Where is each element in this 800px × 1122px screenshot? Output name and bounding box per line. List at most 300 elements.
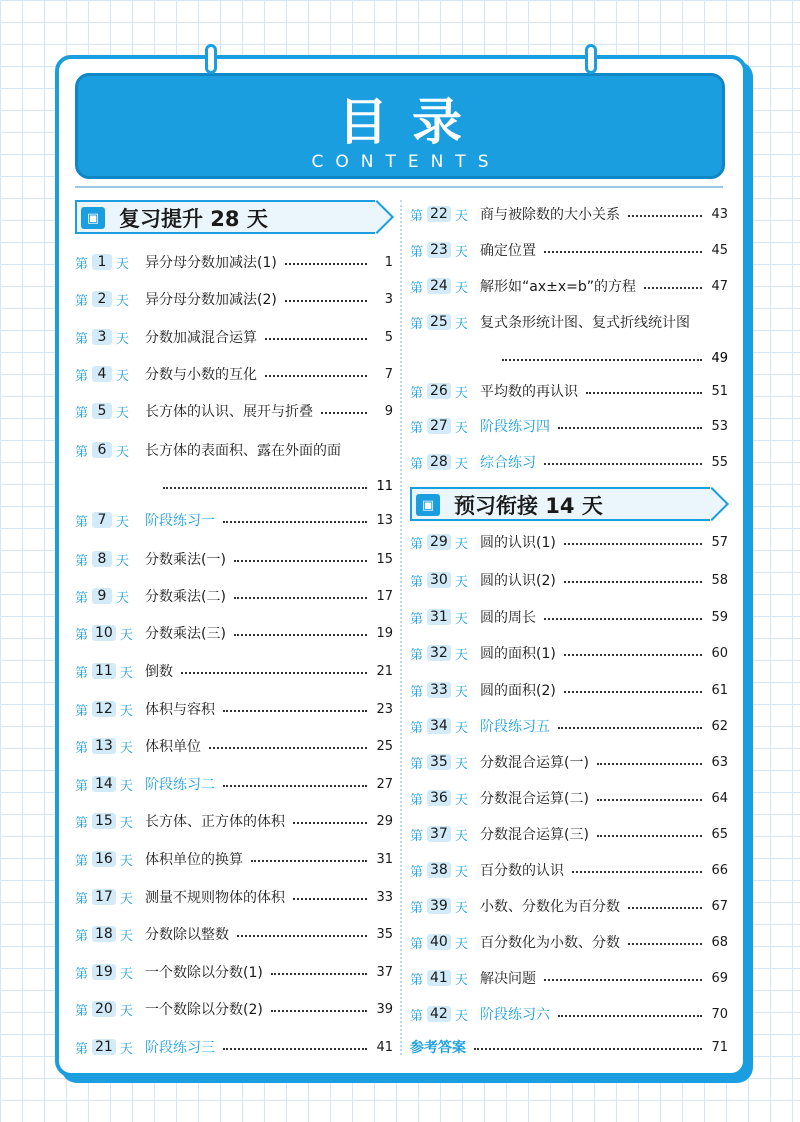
entry-title: 平均数的再认识 (480, 384, 578, 400)
day-label (75, 253, 145, 272)
day-number: 10 (92, 625, 116, 641)
page-title: 目录 (338, 93, 486, 151)
day-prefix: 第 (75, 1003, 89, 1019)
toc-entry[interactable] (410, 202, 728, 226)
day-suffix: 天 (116, 368, 130, 384)
day-prefix: 第 (75, 514, 89, 530)
page-number: 3 (384, 291, 393, 307)
binder-ring (205, 44, 217, 74)
leader-dots (558, 427, 702, 429)
book-icon: ▣ (416, 494, 440, 516)
entry-title: 异分母分数加减法(2) (145, 292, 277, 308)
day-number: 4 (92, 366, 112, 382)
section-banner-review (75, 200, 393, 236)
day-number: 14 (92, 776, 116, 792)
toc-entry[interactable] (75, 250, 393, 274)
toc-entry[interactable] (75, 287, 393, 311)
day-prefix: 第 (75, 590, 89, 606)
leader-dots (285, 263, 367, 265)
leader-dots (564, 543, 702, 545)
toc-entry[interactable] (75, 547, 393, 571)
left-column (75, 200, 393, 1057)
toc-entry[interactable] (410, 238, 728, 262)
toc-entry[interactable] (75, 438, 393, 462)
leader-dots (572, 871, 702, 873)
toc-entry[interactable] (75, 922, 393, 946)
column-divider (400, 200, 402, 1055)
day-label (75, 850, 145, 869)
page-number: 61 (711, 682, 728, 698)
day-prefix: 第 (410, 574, 424, 590)
day-number: 27 (427, 418, 451, 434)
day-label (75, 624, 145, 643)
page-number: 7 (384, 366, 393, 382)
entry-title: 测量不规则物体的体积 (145, 890, 285, 906)
day-prefix: 第 (410, 756, 424, 772)
day-prefix: 第 (410, 536, 424, 552)
leader-dots (321, 412, 367, 414)
toc-entry[interactable] (410, 414, 728, 438)
day-number: 8 (92, 551, 112, 567)
day-prefix: 第 (410, 244, 424, 260)
page-number: 68 (711, 934, 728, 950)
day-prefix: 第 (75, 665, 89, 681)
toc-entry[interactable] (75, 734, 393, 758)
toc-entry[interactable] (75, 621, 393, 645)
day-label (410, 825, 480, 844)
toc-entry[interactable] (75, 399, 393, 423)
day-number: 16 (92, 851, 116, 867)
page-number: 58 (711, 572, 728, 588)
binder-ring (585, 44, 597, 74)
toc-entry[interactable] (410, 641, 728, 665)
day-label (410, 382, 480, 401)
toc-entry[interactable] (75, 362, 393, 386)
page-number: 21 (376, 663, 393, 679)
day-suffix: 天 (119, 966, 133, 982)
page-number: 37 (376, 964, 393, 980)
page-number: 57 (711, 534, 728, 550)
day-suffix: 天 (454, 456, 468, 472)
toc-entry[interactable] (410, 450, 728, 474)
entry-title: 体积与容积 (145, 702, 215, 718)
entry-title: 长方体的表面积、露在外面的面 (145, 443, 341, 459)
entry-title: 阶段练习五 (480, 719, 550, 735)
toc-entry[interactable] (410, 379, 728, 403)
page-number: 23 (376, 701, 393, 717)
day-label (75, 812, 145, 831)
entry-title: 分数乘法(一) (145, 552, 226, 568)
day-suffix: 天 (454, 647, 468, 663)
toc-entry[interactable] (75, 809, 393, 833)
toc-entry[interactable] (410, 1002, 728, 1026)
day-prefix: 第 (75, 368, 89, 384)
page-number: 25 (376, 738, 393, 754)
leader-dots (628, 943, 702, 945)
day-label (75, 587, 145, 606)
leader-dots (544, 251, 702, 253)
toc-entry[interactable] (75, 508, 393, 532)
day-label (410, 644, 480, 663)
day-prefix: 第 (75, 815, 89, 831)
day-number: 1 (92, 254, 112, 270)
leader-dots (251, 860, 367, 862)
day-suffix: 天 (454, 385, 468, 401)
day-prefix: 第 (75, 256, 89, 272)
day-number: 28 (427, 454, 451, 470)
day-prefix: 第 (75, 331, 89, 347)
toc-entry[interactable] (75, 847, 393, 871)
day-suffix: 天 (119, 1003, 133, 1019)
day-prefix: 第 (410, 936, 424, 952)
day-label (75, 550, 145, 569)
toc-entry[interactable] (75, 697, 393, 721)
leader-dots (293, 898, 367, 900)
day-suffix: 天 (119, 928, 133, 944)
day-prefix: 第 (410, 972, 424, 988)
day-number: 12 (92, 701, 116, 717)
leader-dots (558, 727, 702, 729)
toc-entry[interactable] (410, 858, 728, 882)
day-number: 36 (427, 790, 451, 806)
day-suffix: 天 (454, 720, 468, 736)
day-prefix: 第 (410, 280, 424, 296)
day-suffix: 天 (119, 778, 133, 794)
day-number: 42 (427, 1006, 451, 1022)
leader-dots (293, 822, 367, 824)
day-number: 13 (92, 738, 116, 754)
toc-entry[interactable] (75, 325, 393, 349)
day-number: 9 (92, 588, 112, 604)
day-number: 7 (92, 512, 112, 528)
day-label (75, 737, 145, 756)
day-label (410, 453, 480, 472)
entry-title: 阶段练习三 (145, 1040, 215, 1056)
day-label (75, 365, 145, 384)
entry-title: 分数除以整数 (145, 927, 229, 943)
day-number: 20 (92, 1001, 116, 1017)
day-suffix: 天 (119, 853, 133, 869)
leader-dots (564, 581, 702, 583)
entry-title: 小数、分数化为百分数 (480, 899, 620, 915)
page-number: 69 (711, 970, 728, 986)
toc-entry[interactable] (75, 997, 393, 1021)
day-prefix: 第 (410, 420, 424, 436)
day-number: 26 (427, 383, 451, 399)
entry-title: 长方体、正方体的体积 (145, 814, 285, 830)
entry-title: 阶段练习一 (145, 513, 215, 529)
entry-title: 分数乘法(二) (145, 589, 226, 605)
section-title: 复习提升 28 天 (119, 207, 268, 231)
day-suffix: 天 (454, 972, 468, 988)
day-suffix: 天 (116, 331, 130, 347)
toc-entry[interactable] (410, 966, 728, 990)
day-number: 24 (427, 278, 451, 294)
day-number: 23 (427, 242, 451, 258)
page-number: 5 (384, 329, 393, 345)
toc-entry[interactable] (410, 274, 728, 298)
day-label (75, 775, 145, 794)
entry-title: 体积单位 (145, 739, 201, 755)
toc-entry[interactable] (75, 659, 393, 683)
toc-entry[interactable] (410, 568, 728, 592)
day-label (75, 1038, 145, 1057)
page-number: 45 (711, 242, 728, 258)
leader-dots (234, 634, 367, 636)
entry-title: 分数加减混合运算 (145, 330, 257, 346)
page-number: 31 (376, 851, 393, 867)
entry-title: 解形如“ax±x=b”的方程 (480, 279, 637, 295)
day-label (75, 290, 145, 309)
page-number: 41 (376, 1039, 393, 1055)
toc-entry[interactable] (410, 714, 728, 738)
day-number: 29 (427, 534, 451, 550)
leader-dots (544, 979, 702, 981)
page-number: 9 (384, 403, 393, 419)
entry-title: 长方体的认识、展开与折叠 (145, 404, 313, 420)
page-number: 17 (376, 588, 393, 604)
toc-entry[interactable] (410, 822, 728, 846)
page-number: 1 (384, 254, 393, 270)
leader-dots (628, 215, 702, 217)
day-suffix: 天 (454, 828, 468, 844)
leader-dots (597, 835, 702, 837)
day-label (75, 925, 145, 944)
page-number: 27 (376, 776, 393, 792)
toc-entry[interactable] (410, 786, 728, 810)
entry-title: 阶段练习二 (145, 777, 215, 793)
day-number: 25 (427, 314, 451, 330)
toc-entry[interactable] (410, 750, 728, 774)
leader-dots (628, 907, 702, 909)
day-number: 2 (92, 291, 112, 307)
day-label (75, 888, 145, 907)
page-number: 51 (711, 383, 728, 399)
day-suffix: 天 (116, 553, 130, 569)
section-banner-preview (410, 487, 728, 523)
entry-title: 复式条形统计图、复式折线统计图 (480, 315, 690, 331)
toc-entry[interactable] (410, 530, 728, 554)
entry-title: 分数与小数的互化 (145, 367, 257, 383)
leader-dots (234, 560, 367, 562)
leader-dots (163, 487, 367, 489)
page-number: 65 (711, 826, 728, 842)
day-suffix: 天 (119, 891, 133, 907)
leader-dots (271, 1010, 367, 1012)
day-label (410, 241, 480, 260)
day-label (410, 789, 480, 808)
day-suffix: 天 (454, 574, 468, 590)
toc-entry[interactable] (410, 605, 728, 629)
day-suffix: 天 (454, 1008, 468, 1024)
toc-entry[interactable] (410, 930, 728, 954)
leader-dots (285, 300, 367, 302)
page-number: 71 (711, 1039, 728, 1055)
toc-entry[interactable] (75, 885, 393, 909)
day-number: 11 (92, 663, 116, 679)
page-number: 29 (376, 813, 393, 829)
entry-title: 商与被除数的大小关系 (480, 207, 620, 223)
page-number: 66 (711, 862, 728, 878)
page-number: 53 (711, 418, 728, 434)
page-number: 64 (711, 790, 728, 806)
day-prefix: 第 (410, 456, 424, 472)
day-number: 18 (92, 926, 116, 942)
day-suffix: 天 (454, 684, 468, 700)
day-prefix: 第 (410, 684, 424, 700)
day-number: 41 (427, 970, 451, 986)
toc-entry[interactable] (75, 1035, 393, 1059)
entry-title: 阶段练习四 (480, 419, 550, 435)
page-number: 15 (376, 551, 393, 567)
day-prefix: 第 (75, 778, 89, 794)
leader-dots (223, 710, 367, 712)
day-suffix: 天 (454, 756, 468, 772)
page-number: 33 (376, 889, 393, 905)
section-title: 预习衔接 14 天 (454, 494, 603, 518)
toc-entry[interactable] (75, 584, 393, 608)
day-label (410, 681, 480, 700)
entry-title: 一个数除以分数(2) (145, 1002, 263, 1018)
toc-entry-continuation (410, 346, 728, 370)
toc-entry[interactable] (410, 894, 728, 918)
day-prefix: 第 (410, 1008, 424, 1024)
day-label (75, 441, 145, 460)
leader-dots (181, 672, 367, 674)
day-suffix: 天 (454, 208, 468, 224)
day-number: 39 (427, 898, 451, 914)
day-label (410, 205, 480, 224)
page-number: 19 (376, 625, 393, 641)
day-prefix: 第 (410, 792, 424, 808)
day-label (410, 571, 480, 590)
entry-title: 异分母分数加减法(1) (145, 255, 277, 271)
day-number: 6 (92, 442, 112, 458)
toc-entry[interactable] (410, 310, 728, 334)
leader-dots (564, 691, 702, 693)
day-label (75, 662, 145, 681)
page-subtitle: CONTENTS (311, 152, 501, 172)
day-label (410, 277, 480, 296)
entry-title: 圆的认识(2) (480, 573, 556, 589)
day-number: 32 (427, 645, 451, 661)
toc-entry[interactable] (75, 772, 393, 796)
day-label (75, 700, 145, 719)
day-number: 21 (92, 1039, 116, 1055)
day-number: 5 (92, 403, 112, 419)
entry-title: 阶段练习六 (480, 1007, 550, 1023)
page-number: 43 (711, 206, 728, 222)
day-prefix: 第 (75, 853, 89, 869)
day-suffix: 天 (116, 590, 130, 606)
toc-entry[interactable] (410, 678, 728, 702)
leader-dots (586, 392, 702, 394)
day-label (410, 861, 480, 880)
day-suffix: 天 (454, 900, 468, 916)
leader-dots (209, 747, 367, 749)
header-divider (75, 186, 723, 188)
day-number: 19 (92, 964, 116, 980)
leader-dots (564, 654, 702, 656)
day-suffix: 天 (116, 293, 130, 309)
leader-dots (265, 375, 367, 377)
day-prefix: 第 (410, 900, 424, 916)
leader-dots (271, 973, 367, 975)
toc-entry-answers[interactable] (410, 1035, 728, 1059)
page-number: 35 (376, 926, 393, 942)
day-prefix: 第 (75, 928, 89, 944)
day-number: 34 (427, 718, 451, 734)
day-prefix: 第 (410, 828, 424, 844)
page-number: 11 (376, 478, 393, 494)
day-number: 30 (427, 572, 451, 588)
day-label (410, 717, 480, 736)
contents-header (75, 73, 725, 179)
day-number: 38 (427, 862, 451, 878)
leader-dots (223, 785, 367, 787)
day-number: 3 (92, 329, 112, 345)
day-number: 37 (427, 826, 451, 842)
day-suffix: 天 (119, 703, 133, 719)
day-number: 40 (427, 934, 451, 950)
day-prefix: 第 (410, 720, 424, 736)
day-suffix: 天 (119, 815, 133, 831)
day-prefix: 第 (410, 385, 424, 401)
entry-title: 分数混合运算(三) (480, 827, 589, 843)
day-prefix: 第 (410, 208, 424, 224)
day-prefix: 第 (410, 864, 424, 880)
entry-title: 综合练习 (480, 455, 536, 471)
page-number: 13 (376, 512, 393, 528)
toc-entry[interactable] (75, 960, 393, 984)
day-label (75, 328, 145, 347)
day-suffix: 天 (454, 792, 468, 808)
day-label (410, 1005, 480, 1024)
leader-dots (223, 521, 367, 523)
entry-title: 确定位置 (480, 243, 536, 259)
page-number: 63 (711, 754, 728, 770)
day-suffix: 天 (119, 1041, 133, 1057)
day-prefix: 第 (75, 703, 89, 719)
day-prefix: 第 (75, 627, 89, 643)
page-number: 39 (376, 1001, 393, 1017)
day-suffix: 天 (454, 864, 468, 880)
day-suffix: 天 (454, 536, 468, 552)
day-label (410, 417, 480, 436)
day-prefix: 第 (410, 316, 424, 332)
page-number: 70 (711, 1006, 728, 1022)
entry-title: 解决问题 (480, 971, 536, 987)
entry-title: 百分数化为小数、分数 (480, 935, 620, 951)
day-suffix: 天 (454, 420, 468, 436)
day-label (410, 969, 480, 988)
day-suffix: 天 (116, 405, 130, 421)
entry-title: 圆的周长 (480, 610, 536, 626)
day-suffix: 天 (116, 256, 130, 272)
page-number: 59 (711, 609, 728, 625)
entry-title: 百分数的认识 (480, 863, 564, 879)
day-prefix: 第 (75, 405, 89, 421)
day-label (75, 963, 145, 982)
leader-dots (544, 618, 702, 620)
day-number: 33 (427, 682, 451, 698)
entry-title: 一个数除以分数(1) (145, 965, 263, 981)
day-label (75, 1000, 145, 1019)
day-suffix: 天 (454, 280, 468, 296)
leader-dots (597, 763, 702, 765)
day-prefix: 第 (75, 1041, 89, 1057)
day-suffix: 天 (116, 514, 130, 530)
